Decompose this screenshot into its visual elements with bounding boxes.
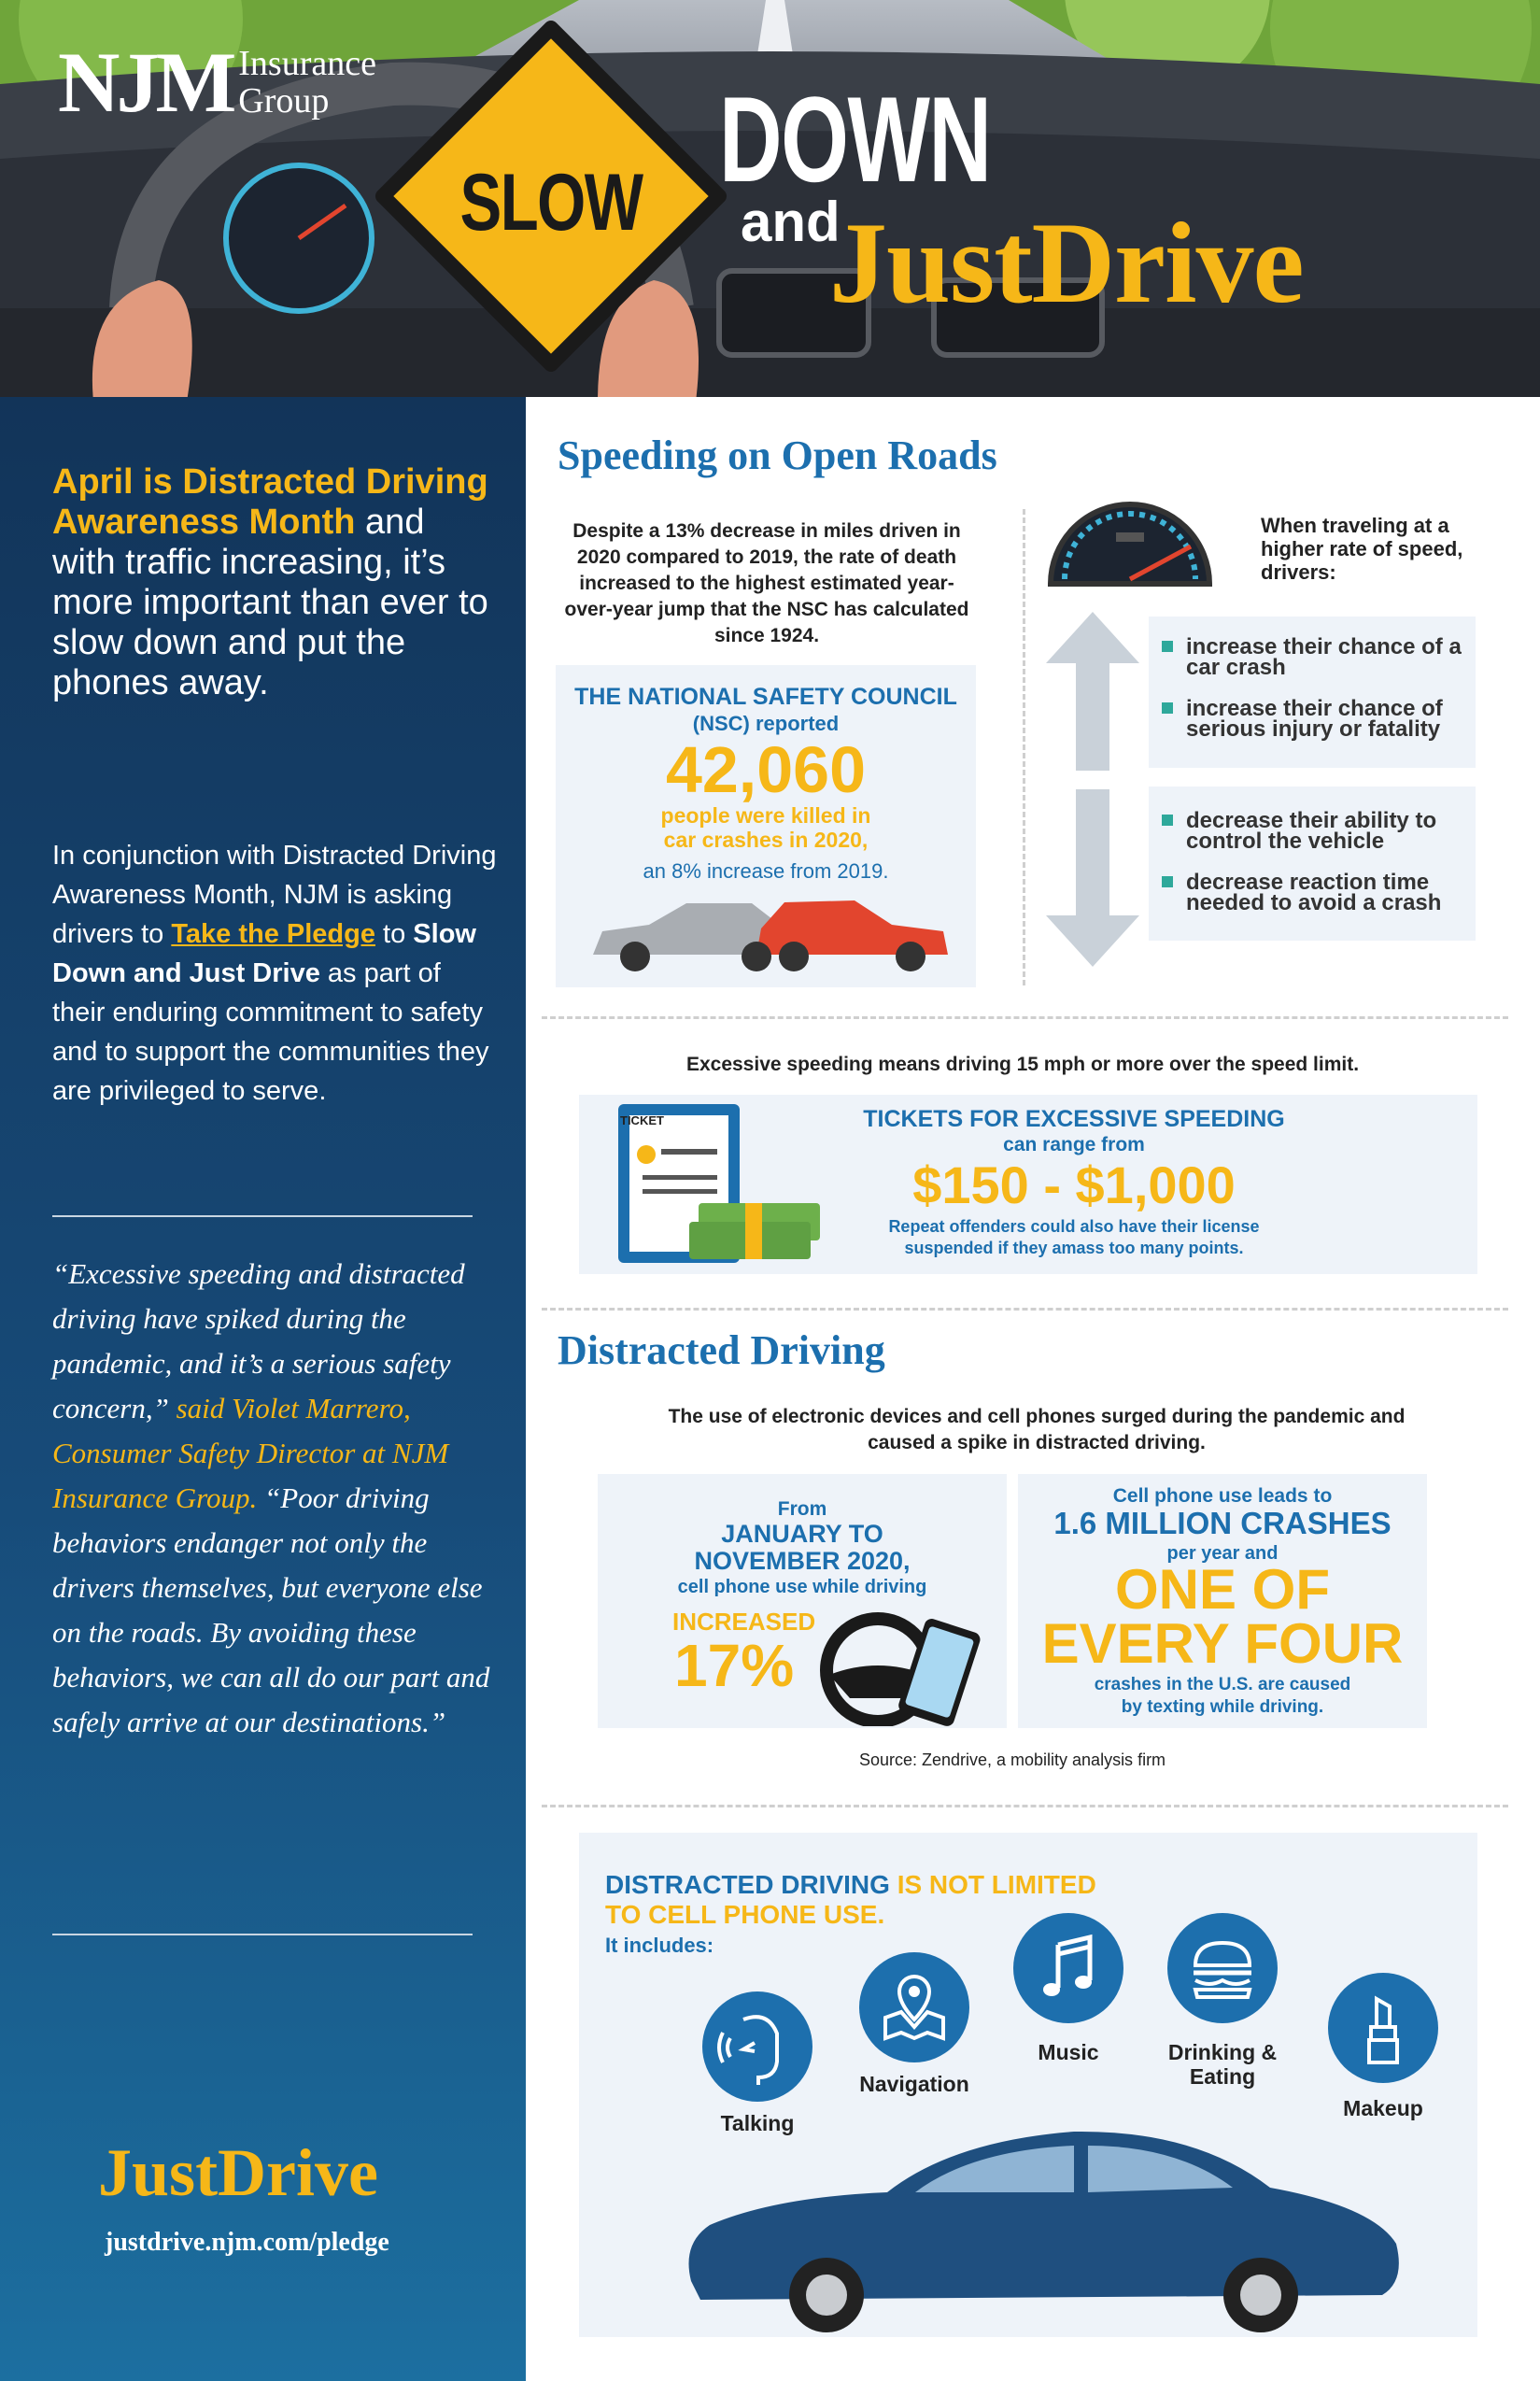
sidebar-paragraph — [52, 836, 501, 1111]
texting-crashes-box — [1018, 1474, 1427, 1728]
quote-part1: “Excessive speeding and distracted driving have spiked during the pandemic, and it’s a serious safety concern,” — [52, 1257, 465, 1424]
nsc-line2: (NSC) reported — [692, 712, 840, 735]
crashed-cars-icon — [584, 889, 957, 983]
not-limited-box — [579, 1833, 1477, 2337]
sidebar-intro — [52, 462, 491, 703]
car-illustration-icon — [672, 2104, 1410, 2332]
title-and: and — [741, 191, 841, 253]
left-desc: cell phone use while driving — [677, 1577, 927, 1597]
talking-icon — [702, 1991, 812, 2102]
tickets-line3: Repeat offenders could also have their license suspended if they amass too many points. — [888, 1217, 1260, 1257]
divider — [52, 1934, 473, 1935]
increase-item: increase their chance of a car crash — [1186, 637, 1466, 678]
activity-label: Navigation — [859, 2072, 969, 2096]
sidebar — [0, 397, 526, 2381]
tickets-line2: can range from — [1003, 1134, 1145, 1155]
distracted-heading: Distracted Driving — [558, 1327, 885, 1373]
navigation-icon — [859, 1952, 969, 2062]
speeding-heading: Speeding on Open Roads — [558, 432, 997, 478]
right-big: 1.6 MILLION CRASHES — [1053, 1506, 1392, 1540]
para-part1: In conjunction with Distracted Driving Awareness Month, NJM is asking drivers to — [52, 841, 497, 949]
pledge-url[interactable]: justdrive.njm.com/pledge — [105, 2228, 389, 2257]
logo-subtitle — [238, 45, 376, 120]
speeding-intro: Despite a 13% decrease in miles driven in 2020 compared to 2019, the rate of death increased to the highest estimated year-over-year jump that the NSC has calculated since 1924. — [564, 520, 969, 646]
not-limited-blue: DISTRACTED DRIVING — [605, 1870, 890, 1899]
title-down: DOWN — [719, 71, 991, 207]
section-divider — [542, 1308, 1508, 1311]
para-part2: to — [383, 919, 406, 949]
decrease-item: decrease reaction time needed to avoid a crash — [1186, 872, 1466, 914]
left-increased: INCREASED — [672, 1608, 816, 1636]
slow-sign-text: SLOW — [459, 158, 643, 248]
tickets-line1: TICKETS FOR EXCESSIVE SPEEDING — [863, 1106, 1285, 1132]
right-every-four: EVERY FOUR — [1041, 1612, 1404, 1675]
sidebar-quote — [52, 1252, 491, 1745]
logo-line2: Group — [238, 81, 330, 120]
steering-wheel-phone-icon — [812, 1605, 990, 1726]
ticket-label: TICKET — [620, 1113, 664, 1127]
title-justdrive: JustDrive — [829, 199, 1304, 327]
source-note: Source: Zendrive, a mobility analysis firm — [858, 1750, 1166, 1769]
intro-highlight: April is Distracted Driving Awareness Month — [52, 462, 488, 542]
take-the-pledge-link[interactable]: Take the Pledge — [171, 919, 375, 949]
music-icon — [1013, 1913, 1123, 2023]
activity-label: Drinking & Eating — [1167, 2040, 1278, 2089]
section-divider — [542, 1016, 1508, 1019]
increase-item: increase their chance of serious injury or fatality — [1186, 699, 1466, 740]
includes-label: It includes: — [605, 1934, 714, 1957]
tickets-box — [579, 1095, 1477, 1274]
not-limited-yellow1: IS NOT LIMITED — [897, 1870, 1096, 1899]
nsc-stat-box — [556, 665, 976, 987]
logo-mark: NJM — [58, 35, 233, 130]
intro-rest: and with traffic increasing, it’s more important than ever to slow down and put the phones away. — [52, 503, 488, 702]
right-line1: Cell phone use leads to — [1112, 1485, 1333, 1507]
right-one-of: ONE OF — [1114, 1558, 1330, 1621]
right-line2: per year and — [1166, 1543, 1279, 1564]
left-pct: 17% — [674, 1632, 795, 1699]
njm-logo — [58, 35, 376, 130]
logo-line1: Insurance — [238, 44, 376, 83]
vertical-divider — [1023, 509, 1025, 985]
burger-icon — [1167, 1913, 1278, 2023]
decrease-item: decrease their ability to control the vehicle — [1186, 811, 1466, 852]
quote-attribution: said Violet Marrero, Consumer Safety Director at NJM Insurance Group. — [52, 1392, 449, 1514]
left-period: JANUARY TO NOVEMBER 2020, — [694, 1520, 911, 1575]
up-down-arrows-icon — [1046, 612, 1139, 967]
nsc-line1: THE NATIONAL SAFETY COUNCIL — [574, 684, 957, 710]
nsc-number: 42,060 — [665, 733, 867, 806]
excessive-definition: Excessive speeding means driving 15 mph or more over the speed limit. — [685, 1054, 1360, 1075]
tickets-range: $150 - $1,000 — [912, 1155, 1236, 1214]
divider — [52, 1215, 473, 1217]
speedometer-icon — [1037, 486, 1223, 588]
quote-part2: “Poor driving behaviors endanger not only the drivers themselves, but everyone else on the roads. By avoiding these behaviors, we can all do our part and safely arrive at our destinations.” — [52, 1481, 490, 1738]
when-text: When traveling at a higher rate of speed, drivers: — [1261, 514, 1463, 584]
activity-label: Music — [1038, 2040, 1099, 2064]
left-from: From — [777, 1498, 827, 1520]
lipstick-icon — [1328, 1973, 1438, 2083]
distracted-intro: The use of electronic devices and cell phones surged during the pandemic and caused a spike in distracted driving. — [668, 1406, 1406, 1453]
header-banner — [0, 0, 1540, 397]
section-divider — [542, 1805, 1508, 1807]
nsc-line4: car crashes in 2020, — [663, 828, 869, 852]
para-bold: Slow Down and Just Drive — [52, 919, 476, 988]
nsc-line5: an 8% increase from 2019. — [643, 859, 889, 883]
activity-label: Makeup — [1343, 2096, 1423, 2120]
para-part3: as part of their enduring commitment to safety and to support the communities they are privileged to serve. — [52, 958, 489, 1106]
activity-label: Talking — [720, 2111, 795, 2135]
not-limited-yellow2: TO CELL PHONE USE. — [605, 1900, 885, 1929]
justdrive-brand: JustDrive — [98, 2135, 378, 2210]
right-line3: crashes in the U.S. are caused by texting while driving. — [1094, 1675, 1351, 1717]
nsc-line3: people were killed in — [660, 803, 871, 828]
cellphone-increase-box — [598, 1474, 1007, 1728]
